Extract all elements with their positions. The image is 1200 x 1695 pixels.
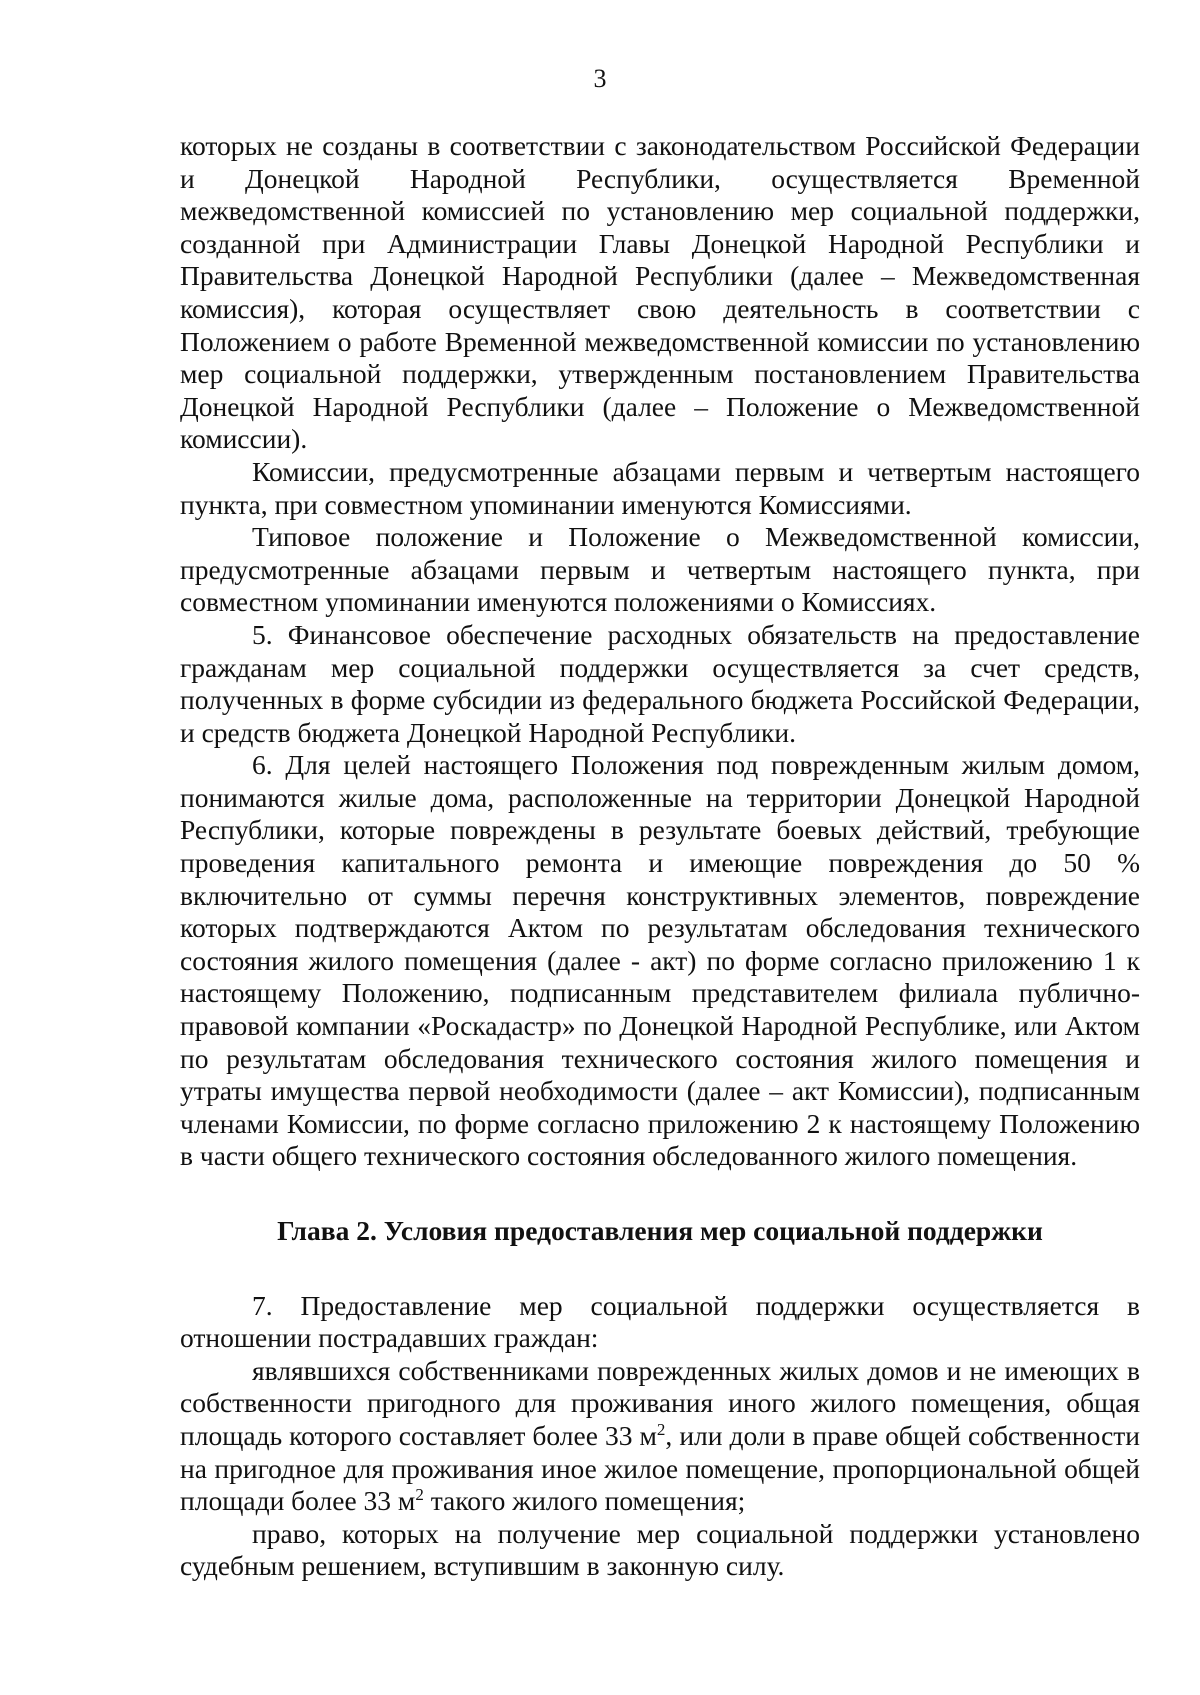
chapter-heading: Глава 2. Условия предоставления мер социальной поддержки (277, 1215, 1043, 1246)
paragraph-owners-part-1: являвшихся собственниками поврежденных жилых домов и не имеющих в собственности пригодного для проживания иного жилого помещения, общая площадь которого составляет более 33 м (180, 1354, 1140, 1451)
superscript-squared: 2 (415, 1484, 424, 1504)
paragraph-item-5: 5. Финансовое обеспечение расходных обязательств на предоставление гражданам мер социальной поддержки осуществляется за счет средств, полученных в форме субсидии из федерального бюджета Российской Федерации, и средств бюджета Донецкой Народной Республики. (180, 618, 1140, 748)
paragraph-commissions: Комиссии, предусмотренные абзацами первым и четвертым настоящего пункта, при совместном упоминании именуются Комиссиями. (180, 455, 1140, 520)
paragraph-regulations: Типовое положение и Положение о Межведомственной комиссии, предусмотренные абзацами первым и четвертым настоящего пункта, при совместном упоминании именуются положениями о Комиссиях. (180, 521, 1140, 618)
document-body (180, 130, 1140, 1583)
paragraph-item-6: 6. Для целей настоящего Положения под поврежденным жилым домом, понимаются жилые дома, расположенные на территории Донецкой Народной Республики, которые повреждены в результате боевых действий, требующие проведения капитального ремонта и имеющие повреждения до 50 % включительно от суммы перечня конструктивных элементов, повреждение которых подтверждаются Актом по результатам обследования технического состояния жилого помещения (далее - акт) по форме согласно приложению 1 к настоящему Положению, подписанным представителем филиала публично-правовой компании «Роскадастр» по Донецкой Народной Республике, или Актом по результатам обследования технического состояния жилого помещения и утраты имущества первой необходимости (далее – акт Комиссии), подписанным членами Комиссии, по форме согласно приложению 2 к настоящему Положению в части общего технического состояния обследованного жилого помещения. (180, 749, 1140, 1172)
paragraph-owners (180, 1355, 1140, 1518)
superscript-squared: 2 (656, 1419, 666, 1439)
paragraph-continuation: которых не созданы в соответствии с законодательством Российской Федерации и Донецкой Народной Республики, осуществляется Временной межведомственной комиссией по установлению мер социальной поддержки, созданной при Администрации Главы Донецкой Народной Республики и Правительства Донецкой Народной Республики (далее – Межведомственная комиссия), которая осуществляет свою деятельность в соответствии с Положением о работе Временной межведомственной комиссии по установлению мер социальной поддержки, утвержденным постановлением Правительства Донецкой Народной Республики (далее – Положение о Межведомственной комиссии). (180, 130, 1140, 455)
paragraph-court-decision: право, которых на получение мер социальной поддержки установлено судебным решением, вступившим в законную силу. (180, 1517, 1140, 1582)
page-number: 3 (593, 64, 607, 93)
paragraph-owners-part-2: , или доли в праве общей собственности на пригодное для проживания иное жилое помещение, пропорциональной общей площади более 33 м (180, 1419, 1141, 1517)
paragraph-owners-part-3: такого жилого помещения; (423, 1485, 746, 1517)
paragraph-item-7: 7. Предоставление мер социальной поддержки осуществляется в отношении пострадавших граждан: (180, 1289, 1140, 1354)
